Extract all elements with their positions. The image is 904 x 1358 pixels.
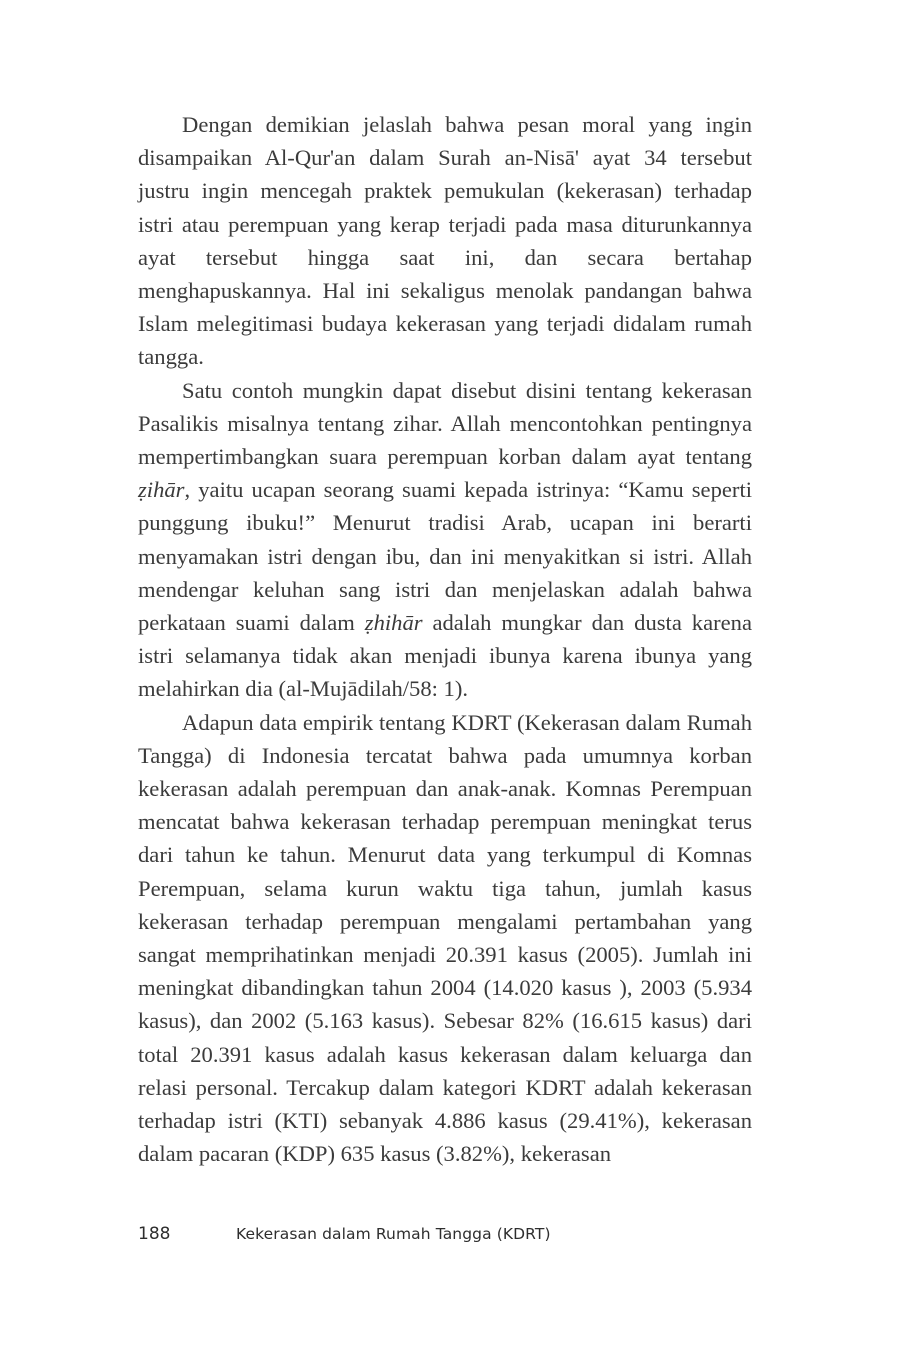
- paragraph-2-text-c: adalah mungkar dan dusta karena istri selamanya tidak akan menjadi ibunya karena ibunya yang melahirkan dia (al-Mujādilah/58: 1).: [138, 610, 752, 702]
- body-text: [138, 108, 752, 1171]
- page-number: 188: [138, 1224, 171, 1244]
- page-footer: [138, 1224, 752, 1248]
- paragraph-2: [138, 374, 752, 706]
- term-zihar: ẓihār: [138, 477, 185, 503]
- paragraph-2-text-b: , yaitu ucapan seorang suami kepada istrinya: “Kamu seperti punggung ibuku!” Menurut tradisi Arab, ucapan ini berarti menyamakan istri dengan ibu, dan ini menyakitkan si istri. Allah mendengar keluhan sang istri dan menjelaskan adalah bahwa perkataan suami dalam: [138, 477, 752, 636]
- paragraph-3: [138, 706, 752, 1171]
- paragraph-3-text: Adapun data empirik tentang KDRT (Kekerasan dalam Rumah Tangga) di Indonesia tercatat bahwa pada umumnya korban kekerasan adalah perempuan dan anak-anak. Komnas Perempuan mencatat bahwa kekerasan terhadap perempuan meningkat terus dari tahun ke tahun. Menurut data yang terkumpul di Komnas Perempuan, selama kurun waktu tiga tahun, jumlah kasus kekerasan terhadap perempuan mengalami pertambahan yang sangat memprihatinkan menjadi 20.391 kasus (2005). Jumlah ini meningkat dibandingkan tahun 2004 (14.020 kasus ), 2003 (5.934 kasus), dan 2002 (5.163 kasus). Sebesar 82% (16.615 kasus) dari total 20.391 kasus adalah kasus kekerasan dalam keluarga dan relasi personal. Tercakup dalam kategori KDRT adalah kekerasan terhadap istri (KTI) sebanyak 4.886 kasus (29.41%), kekerasan dalam pacaran (KDP) 635 kasus (3.82%), kekerasan: [138, 709, 752, 1167]
- paragraph-1-text: Dengan demikian jelaslah bahwa pesan moral yang ingin disampaikan Al-Qur'an dalam Surah an-Nisā' ayat 34 tersebut justru ingin mencegah praktek pemukulan (kekerasan) terhadap istri atau perempuan yang kerap terjadi pada masa diturunkannya ayat tersebut hingga saat ini, dan secara bertahap menghapuskannya. Hal ini sekaligus menolak pandangan bahwa Islam melegitimasi budaya kekerasan yang terjadi didalam rumah tangga.: [138, 112, 752, 370]
- paragraph-2-text-a: Satu contoh mungkin dapat disebut disini tentang kekerasan Pasalikis misalnya tentang zihar. Allah mencontohkan pentingnya mempertimbangkan suara perempuan korban dalam ayat tentang: [138, 377, 752, 470]
- term-zhihar: ẓhihār: [364, 610, 423, 636]
- running-title: Kekerasan dalam Rumah Tangga (KDRT): [236, 1225, 551, 1243]
- paragraph-1: [138, 108, 752, 374]
